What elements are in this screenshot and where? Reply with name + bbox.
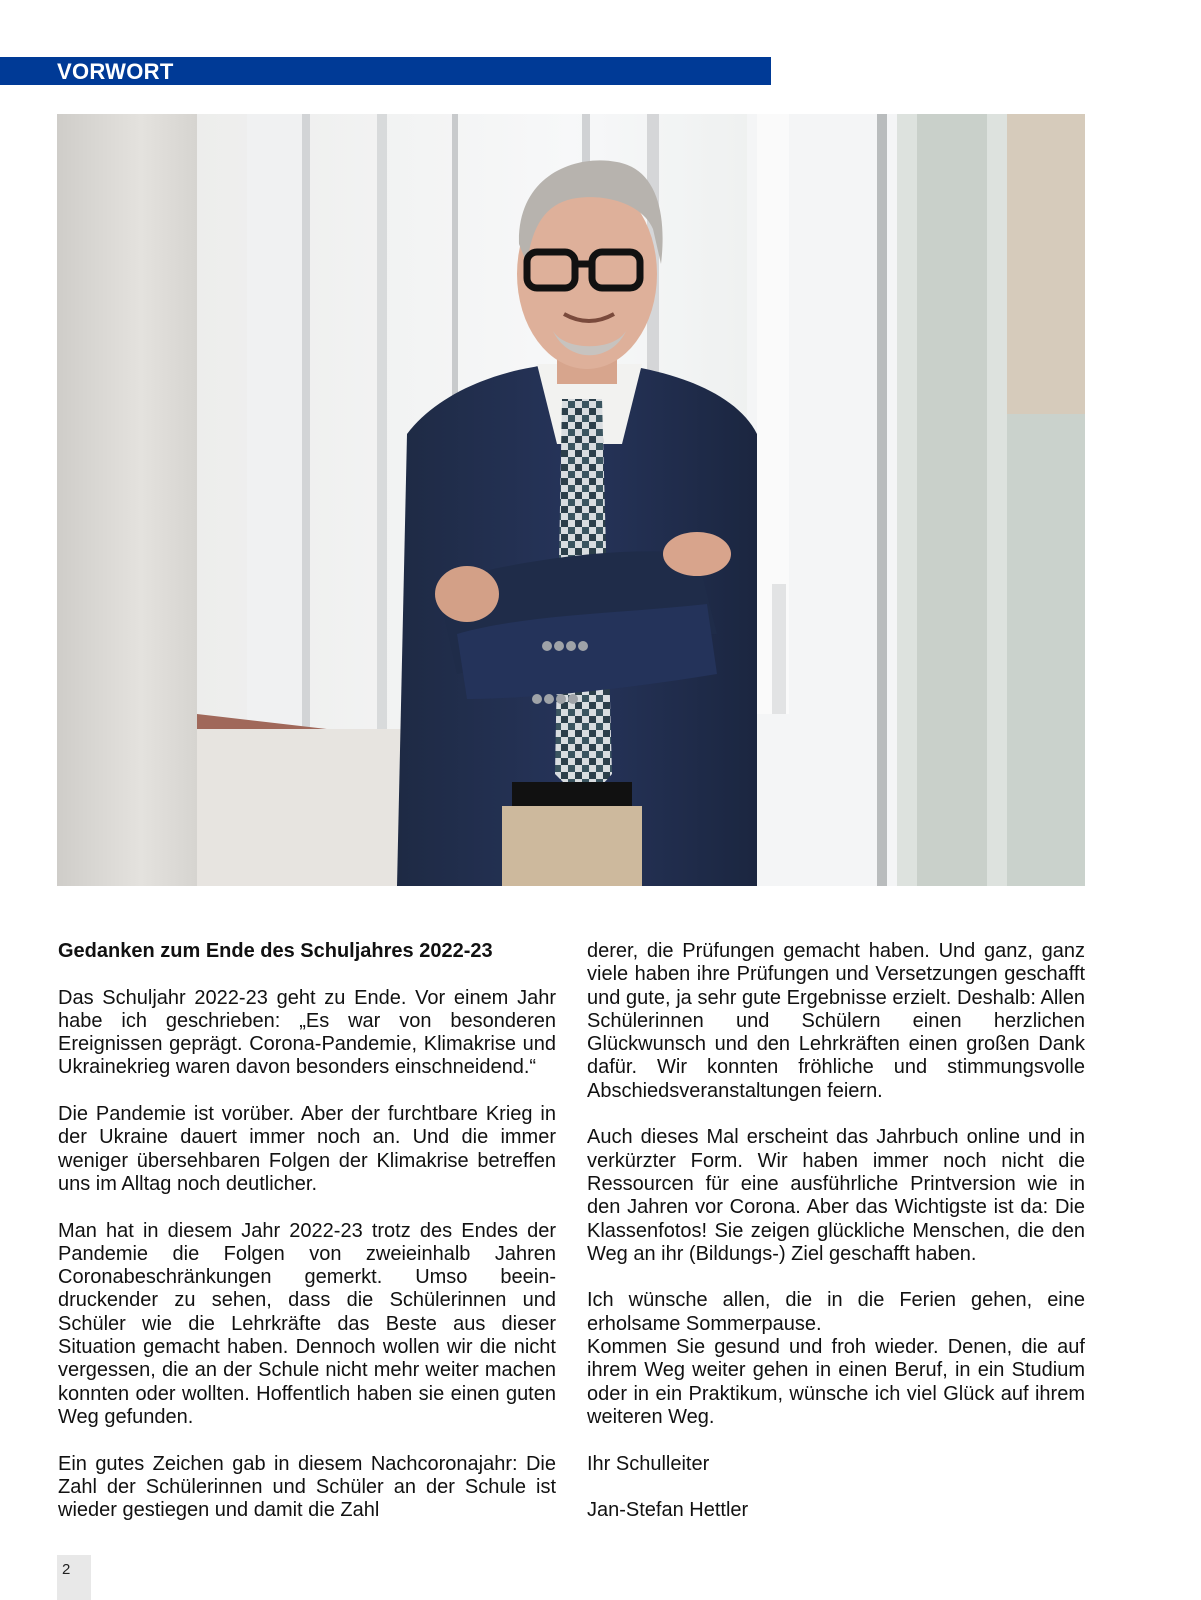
article-heading: Gedanken zum Ende des Schuljahres 2022-23 <box>58 940 493 962</box>
paragraph-2: Die Pandemie ist vorüber. Aber der furchtbare Krieg in der Ukraine dauert immer noch an. Und die immer weniger übersehbaren Folgen der Klimakrise betreffen uns im Alltag noch deutlicher. <box>58 1103 556 1195</box>
closing-line: Ihr Schulleiter <box>587 1452 710 1475</box>
signature: Jan-Stefan Hettler <box>587 1499 749 1522</box>
article-column-right <box>587 940 1085 1522</box>
paragraph-6: Auch dieses Mal erscheint das Jahrbuch online und in verkürzter Form. Wir haben immer noch nicht die Ressourcen für eine ausführliche Printversion wie in den Jahren vor Corona. Aber das Wichtigste ist da: Die Klassenfotos! Sie zeigen glückliche Menschen, die den Weg an ihr (Bildungs-) Ziel geschafft haben. <box>587 1126 1085 1265</box>
paragraph-8: Kommen Sie gesund und froh wieder. Denen, die auf ihrem Weg weiter gehen in einen Beruf, in ein Studium oder in ein Praktikum, wünsche ich viel Glück auf ihrem weiteren Weg. <box>587 1336 1085 1428</box>
paragraph-3: Man hat in diesem Jahr 2022-23 trotz des Endes der Pandemie die Folgen von zweieinhalb Jahren Coronabeschränkungen gemerkt. Umso beeindruckender zu sehen, dass die Schülerinnen und Schüler wie die Lehrkräfte das Beste aus dieser Situation gemacht haben. Dennoch wollen wir die nicht vergessen, die an der Schule nicht mehr weiter machen konnten oder wollten. Hoffentlich haben sie einen guten Weg gefunden. <box>58 1219 556 1428</box>
page-number: 2 <box>62 1561 71 1578</box>
paragraph-1: Das Schuljahr 2022-23 geht zu Ende. Vor einem Jahr habe ich geschrieben: „Es war von besonderen Ereignissen geprägt. Corona-Pandemie, Klimakrise und Ukrainekrieg waren davon besonders einschneidend.“ <box>58 986 556 1079</box>
principal-photo <box>57 114 1085 886</box>
section-title: VORWORT <box>57 59 174 84</box>
paragraph-5: derer, die Prüfungen gemacht haben. Und ganz, ganz viele haben ihre Prüfungen und Versetzungen geschafft und gute, ja sehr gute Ergebnisse erzielt. Deshalb: Allen Schülerinnen und Schülern einen herzlichen Glückwunsch und den Lehrkräften einen großen Dank dafür. Wir konnten fröhliche und stimmungsvolle Abschiedsveranstaltungen feiern. <box>587 940 1085 1102</box>
paragraph-7: Ich wünsche allen, die in die Ferien gehen, eine erholsame Sommerpause. <box>587 1289 1085 1335</box>
article-column-left <box>58 940 556 1522</box>
paragraph-4: Ein gutes Zeichen gab in diesem Nachcoronajahr: Die Zahl der Schülerinnen und Schüler an der Schule ist wieder gestiegen und damit die Zahl <box>58 1452 556 1522</box>
